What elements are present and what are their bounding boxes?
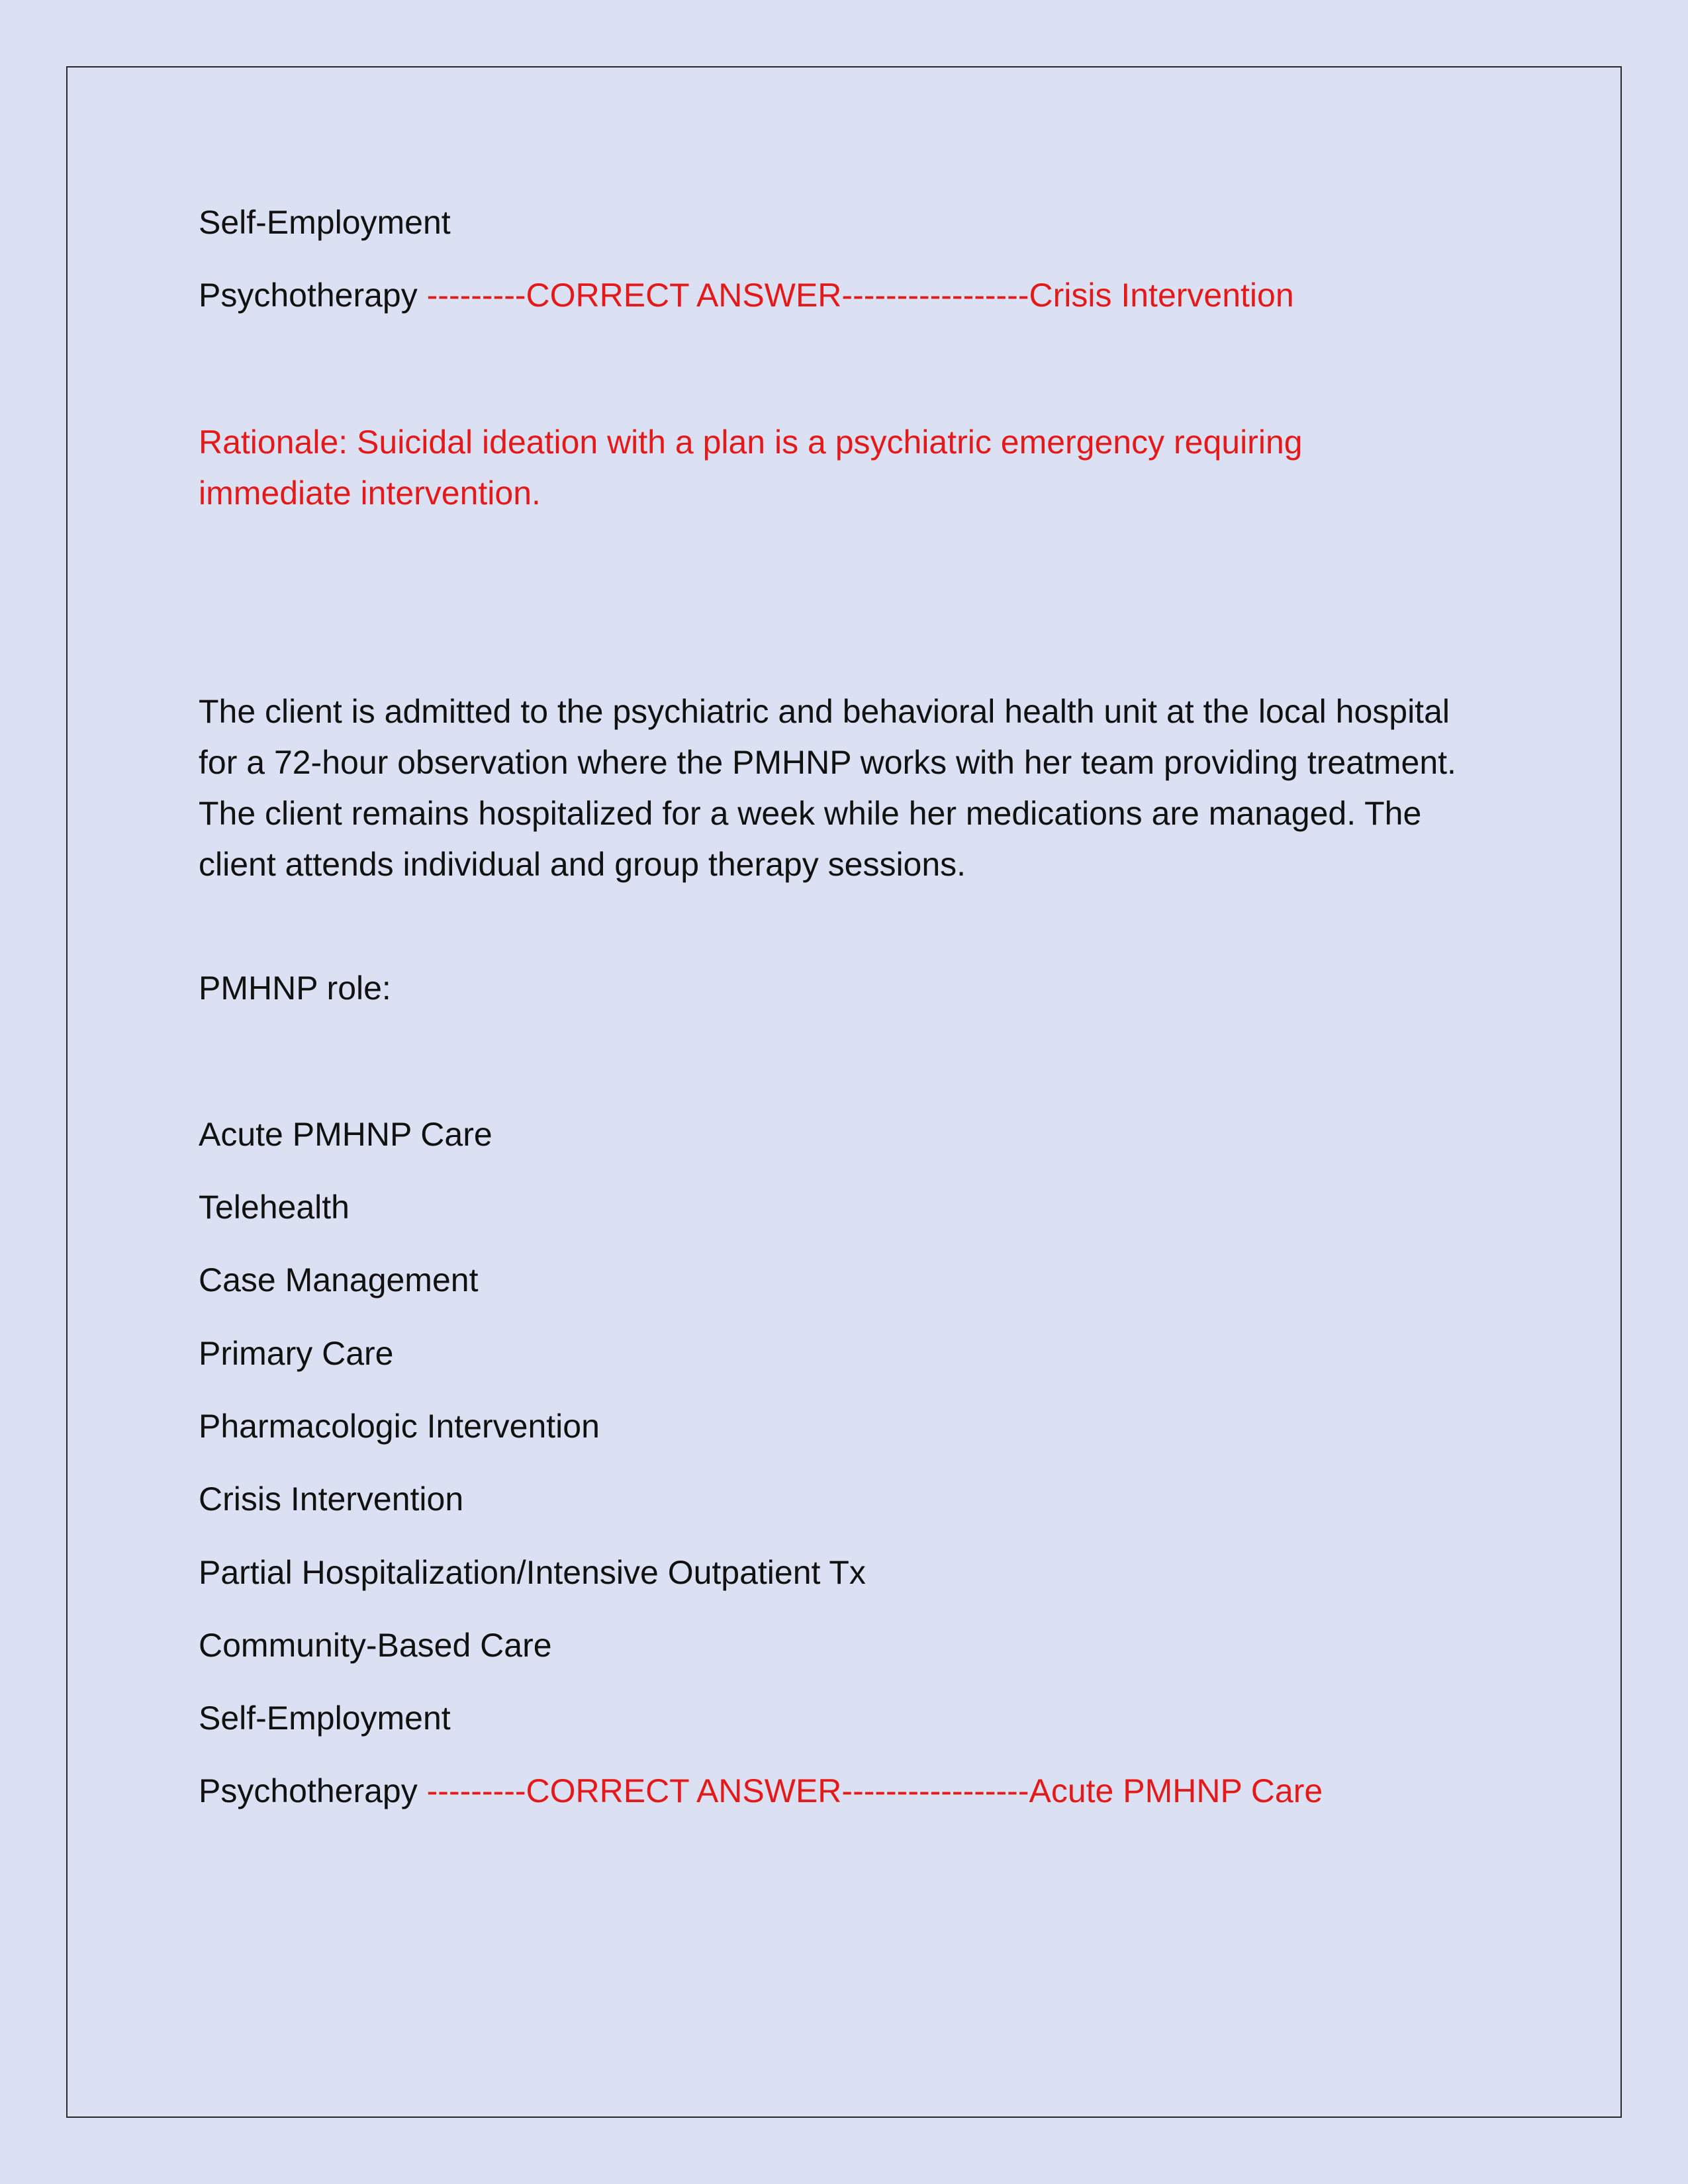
option-self-employment-2: Self-Employment — [199, 1700, 451, 1737]
option-self-employment: Self-Employment — [199, 204, 451, 241]
question-prompt: PMHNP role: — [199, 970, 391, 1007]
answer-line-2 — [199, 1766, 1323, 1817]
option-partial-hospitalization: Partial Hospitalization/Intensive Outpatient Tx — [199, 1554, 866, 1591]
option-pharmacologic-intervention: Pharmacologic Intervention — [199, 1408, 600, 1445]
correct-answer: Crisis Intervention — [1029, 277, 1294, 314]
correct-answer-marker-2: ---------CORRECT ANSWER----------------- — [426, 1772, 1029, 1809]
option-primary-care: Primary Care — [199, 1335, 394, 1372]
option-telehealth: Telehealth — [199, 1189, 350, 1226]
scenario-text: The client is admitted to the psychiatric and behavioral health unit at the local hospital for a 72-hour observation where the PMHNP works with her team providing treatment. The client remains hospitalized for a week while her medications are managed. The client attends individual and group therapy sessions. — [199, 693, 1456, 883]
option-case-management: Case Management — [199, 1261, 479, 1298]
option-acute-pmhnp-care: Acute PMHNP Care — [199, 1116, 492, 1153]
option-community-based-care: Community-Based Care — [199, 1627, 552, 1664]
option-psychotherapy: Psychotherapy — [199, 277, 418, 314]
option-crisis-intervention: Crisis Intervention — [199, 1480, 464, 1518]
correct-answer-marker: ---------CORRECT ANSWER----------------- — [426, 277, 1029, 314]
correct-answer-2: Acute PMHNP Care — [1029, 1772, 1323, 1809]
option-psychotherapy-2: Psychotherapy — [199, 1772, 418, 1809]
answer-line — [199, 270, 1294, 321]
rationale-text: Rationale: Suicidal ideation with a plan is a psychiatric emergency requiring immediate intervention. — [199, 424, 1303, 512]
